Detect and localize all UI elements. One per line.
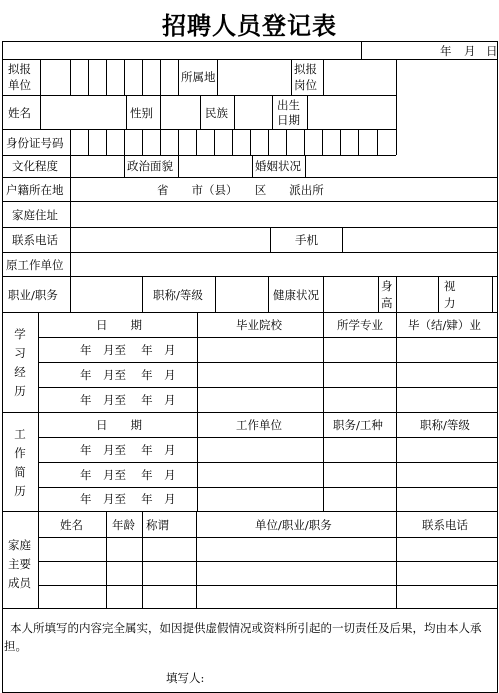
date-month: 月: [464, 44, 476, 58]
label-marital: 婚姻状况: [255, 159, 301, 173]
label-birth-2: 日期: [277, 113, 300, 127]
family-side-label: 家庭 主要 成员: [8, 538, 31, 590]
label-name: 姓名: [8, 106, 31, 120]
label-position-post-2: 岗位: [294, 78, 317, 92]
health-input[interactable]: [323, 276, 378, 312]
id-number-input[interactable]: [70, 129, 396, 155]
label-vision-1: 视: [444, 279, 456, 293]
work-row-date: 年 月至 年 月: [80, 443, 176, 457]
label-ethnicity: 民族: [205, 106, 228, 120]
prev-employer-input[interactable]: [70, 252, 497, 276]
location-input[interactable]: [217, 59, 291, 95]
label-phone: 联系电话: [12, 233, 58, 247]
label-position-post-1: 拟报: [294, 62, 317, 76]
declaration-text: 本人所填写的内容完全属实，如因提供虚假情况或资料所引起的一切责任及后果，均由本人承担。: [4, 621, 482, 653]
ethnicity-input[interactable]: [234, 95, 272, 129]
marital-input[interactable]: [305, 155, 396, 177]
study-header-school: 毕业院校: [236, 318, 282, 332]
family-header-relation: 称谓: [146, 518, 169, 532]
family-header-name: 姓名: [60, 518, 83, 532]
form-title: 招聘人员登记表: [162, 11, 337, 40]
label-height-2: 高: [381, 296, 393, 310]
label-vision-2: 力: [444, 296, 456, 310]
family-header-age: 年龄: [112, 518, 135, 532]
work-header-date: 日 期: [96, 418, 142, 432]
work-side-label: 工 作 简 历: [14, 427, 26, 498]
work-header-employer: 工作单位: [236, 418, 282, 432]
study-header-major: 所学专业: [337, 318, 383, 332]
study-row-date: 年 月至 年 月: [80, 343, 176, 357]
date-year: 年: [440, 44, 452, 58]
post-input[interactable]: [323, 59, 396, 95]
education-input[interactable]: [70, 155, 124, 177]
birth-date-input[interactable]: [307, 95, 396, 129]
work-row-date: 年 月至 年 月: [80, 492, 176, 506]
date-day: 日: [486, 44, 498, 58]
label-position-unit-1: 拟报: [8, 62, 31, 76]
title-grade-input[interactable]: [215, 276, 268, 312]
work-header-job: 职务/工种: [333, 418, 383, 432]
mobile-input[interactable]: [342, 227, 497, 252]
study-row-date: 年 月至 年 月: [80, 393, 176, 407]
name-input[interactable]: [40, 95, 126, 129]
political-input[interactable]: [178, 155, 252, 177]
label-id-number: 身份证号码: [6, 136, 64, 150]
label-title-grade: 职称/等级: [153, 288, 203, 302]
gender-input[interactable]: [160, 95, 200, 129]
vision-input[interactable]: [492, 276, 497, 312]
hukou-line: 省 市（县） 区 派出所: [157, 183, 324, 197]
label-location: 所属地: [181, 70, 216, 84]
label-address: 家庭住址: [12, 208, 58, 222]
study-side-label: 学 习 经 历: [14, 327, 26, 398]
family-header-phone: 联系电话: [422, 518, 468, 532]
label-political: 政治面貌: [127, 159, 173, 173]
study-header-date: 日 期: [96, 318, 142, 332]
label-health: 健康状况: [273, 288, 319, 302]
study-row-date: 年 月至 年 月: [80, 368, 176, 382]
label-birth-1: 出生: [277, 98, 300, 112]
label-height-1: 身: [381, 279, 393, 293]
label-prev-employer: 原工作单位: [6, 258, 64, 272]
phone-input[interactable]: [70, 227, 270, 252]
position-input[interactable]: [70, 276, 142, 312]
label-hukou: 户籍所在地: [6, 183, 64, 197]
work-row-date: 年 月至 年 月: [80, 468, 176, 482]
family-header-employer: 单位/职业/职务: [255, 518, 332, 532]
address-input[interactable]: [70, 201, 497, 227]
height-input[interactable]: [396, 276, 438, 312]
work-header-title: 职称/等级: [420, 418, 470, 432]
signer-label: 填写人:: [166, 671, 205, 685]
label-gender: 性别: [130, 106, 153, 120]
label-education: 文化程度: [12, 159, 58, 173]
label-position-unit-2: 单位: [8, 78, 31, 92]
label-mobile: 手机: [295, 233, 318, 247]
label-position: 职业/职务: [8, 288, 58, 302]
unit-input[interactable]: [70, 59, 178, 95]
study-header-status: 毕（结/肄）业: [408, 318, 481, 332]
